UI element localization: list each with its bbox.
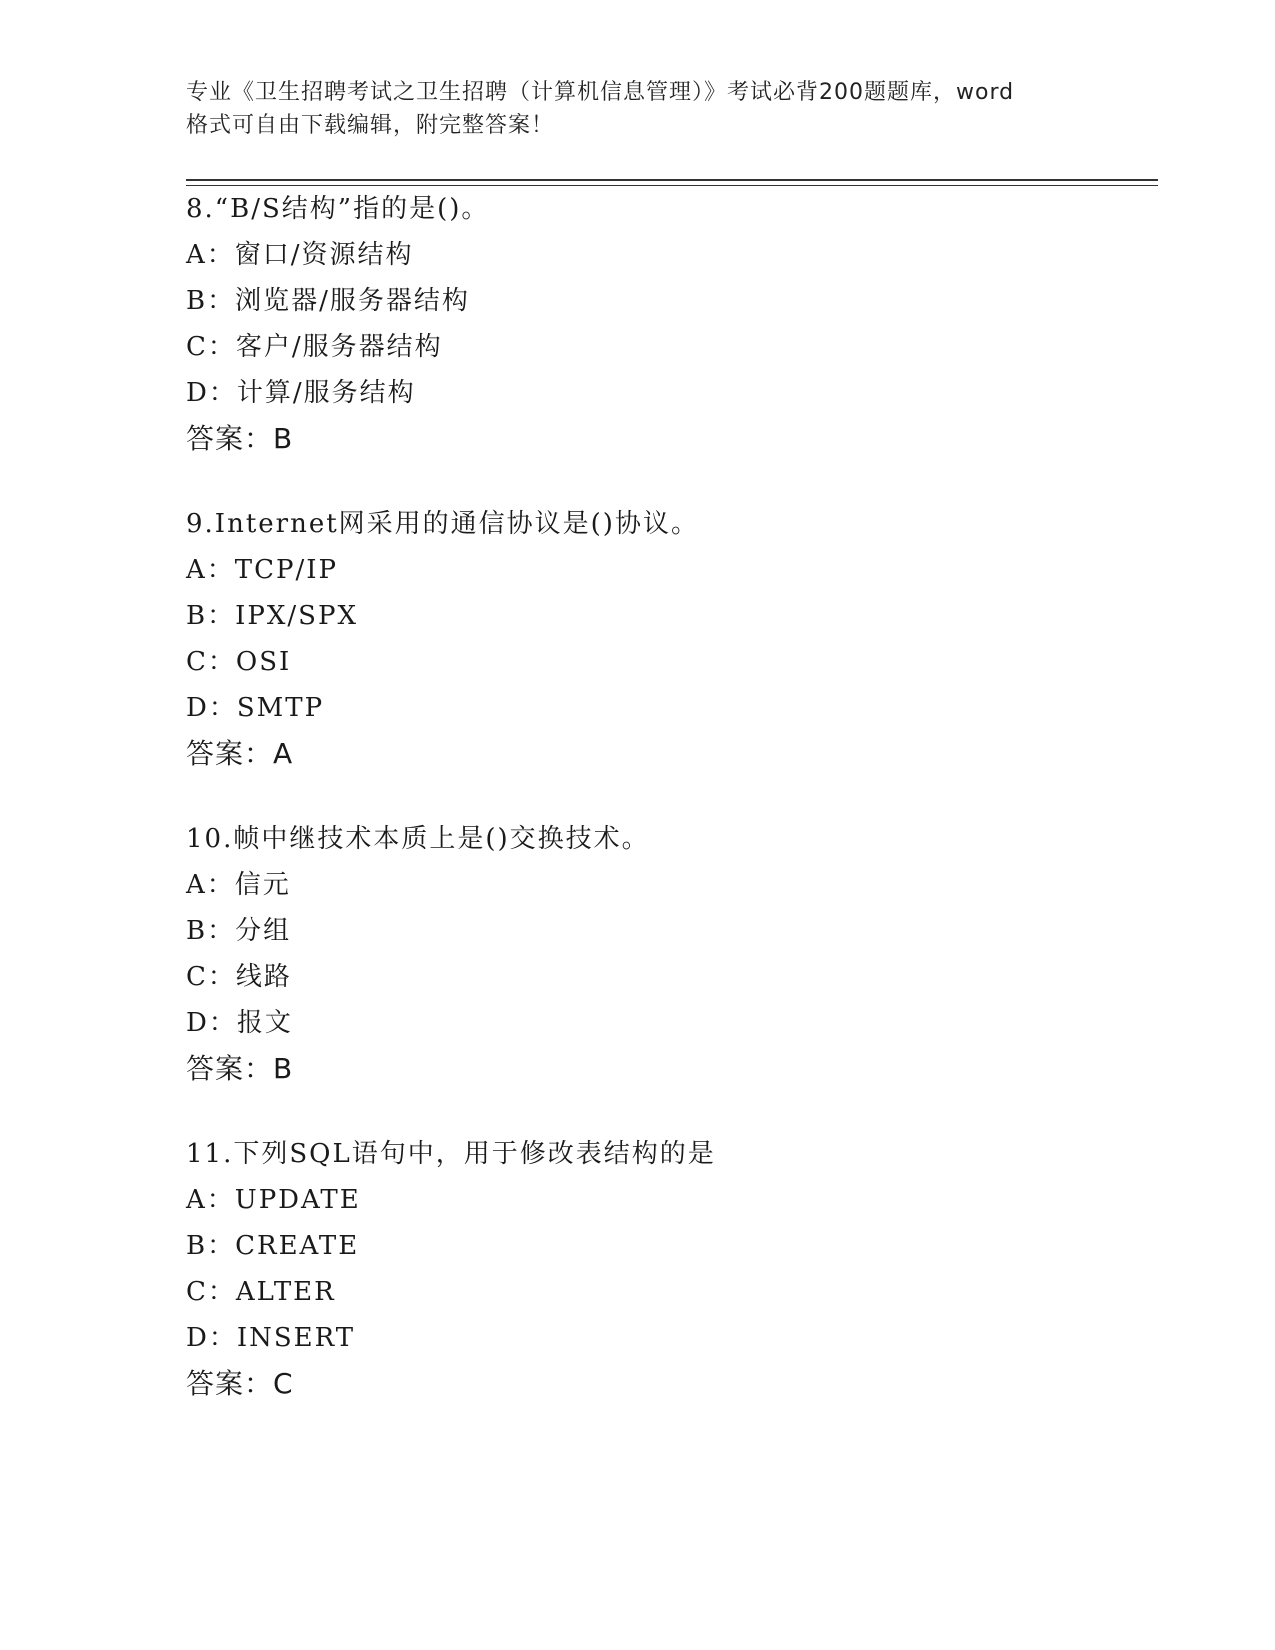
answer: 答案：B [186,422,294,455]
option-c: C：线路 [186,962,292,992]
option-d: D：计算/服务结构 [186,378,416,408]
option-a: A：信元 [186,870,291,900]
option-d: D：INSERT [186,1323,356,1353]
option-a: A：TCP/IP [186,555,339,585]
answer: 答案：B [186,1052,294,1085]
option-b: B：浏览器/服务器结构 [186,286,470,316]
answer: 答案：A [186,737,294,770]
option-b: B：分组 [186,916,292,946]
question-stem: 11.下列SQL语句中，用于修改表结构的是 [186,1139,716,1169]
option-d: D：报文 [186,1008,293,1038]
question-stem: 10.帧中继技术本质上是()交换技术。 [186,824,650,854]
option-c: C：ALTER [186,1277,336,1307]
option-c: C：客户/服务器结构 [186,332,443,362]
question-block [186,816,1126,1092]
document-header [186,76,1086,142]
question-stem: 8.“B/S结构”指的是()。 [186,194,490,224]
question-block [186,1131,1126,1407]
option-d: D：SMTP [186,693,325,723]
option-b: B：IPX/SPX [186,601,358,631]
answer: 答案：C [186,1367,294,1400]
question-stem: 9.Internet网采用的通信协议是()协议。 [186,509,699,539]
question-block [186,186,1126,462]
option-a: A：UPDATE [186,1185,361,1215]
option-c: C：OSI [186,647,292,677]
option-a: A：窗口/资源结构 [186,240,414,270]
header-line-1: 专业《卫生招聘考试之卫生招聘（计算机信息管理）》考试必背200题题库，word [186,80,1015,105]
header-divider-thick [186,179,1158,181]
option-b: B：CREATE [186,1231,360,1261]
header-line-2: 格式可自由下载编辑，附完整答案！ [186,113,555,138]
question-block [186,501,1126,777]
